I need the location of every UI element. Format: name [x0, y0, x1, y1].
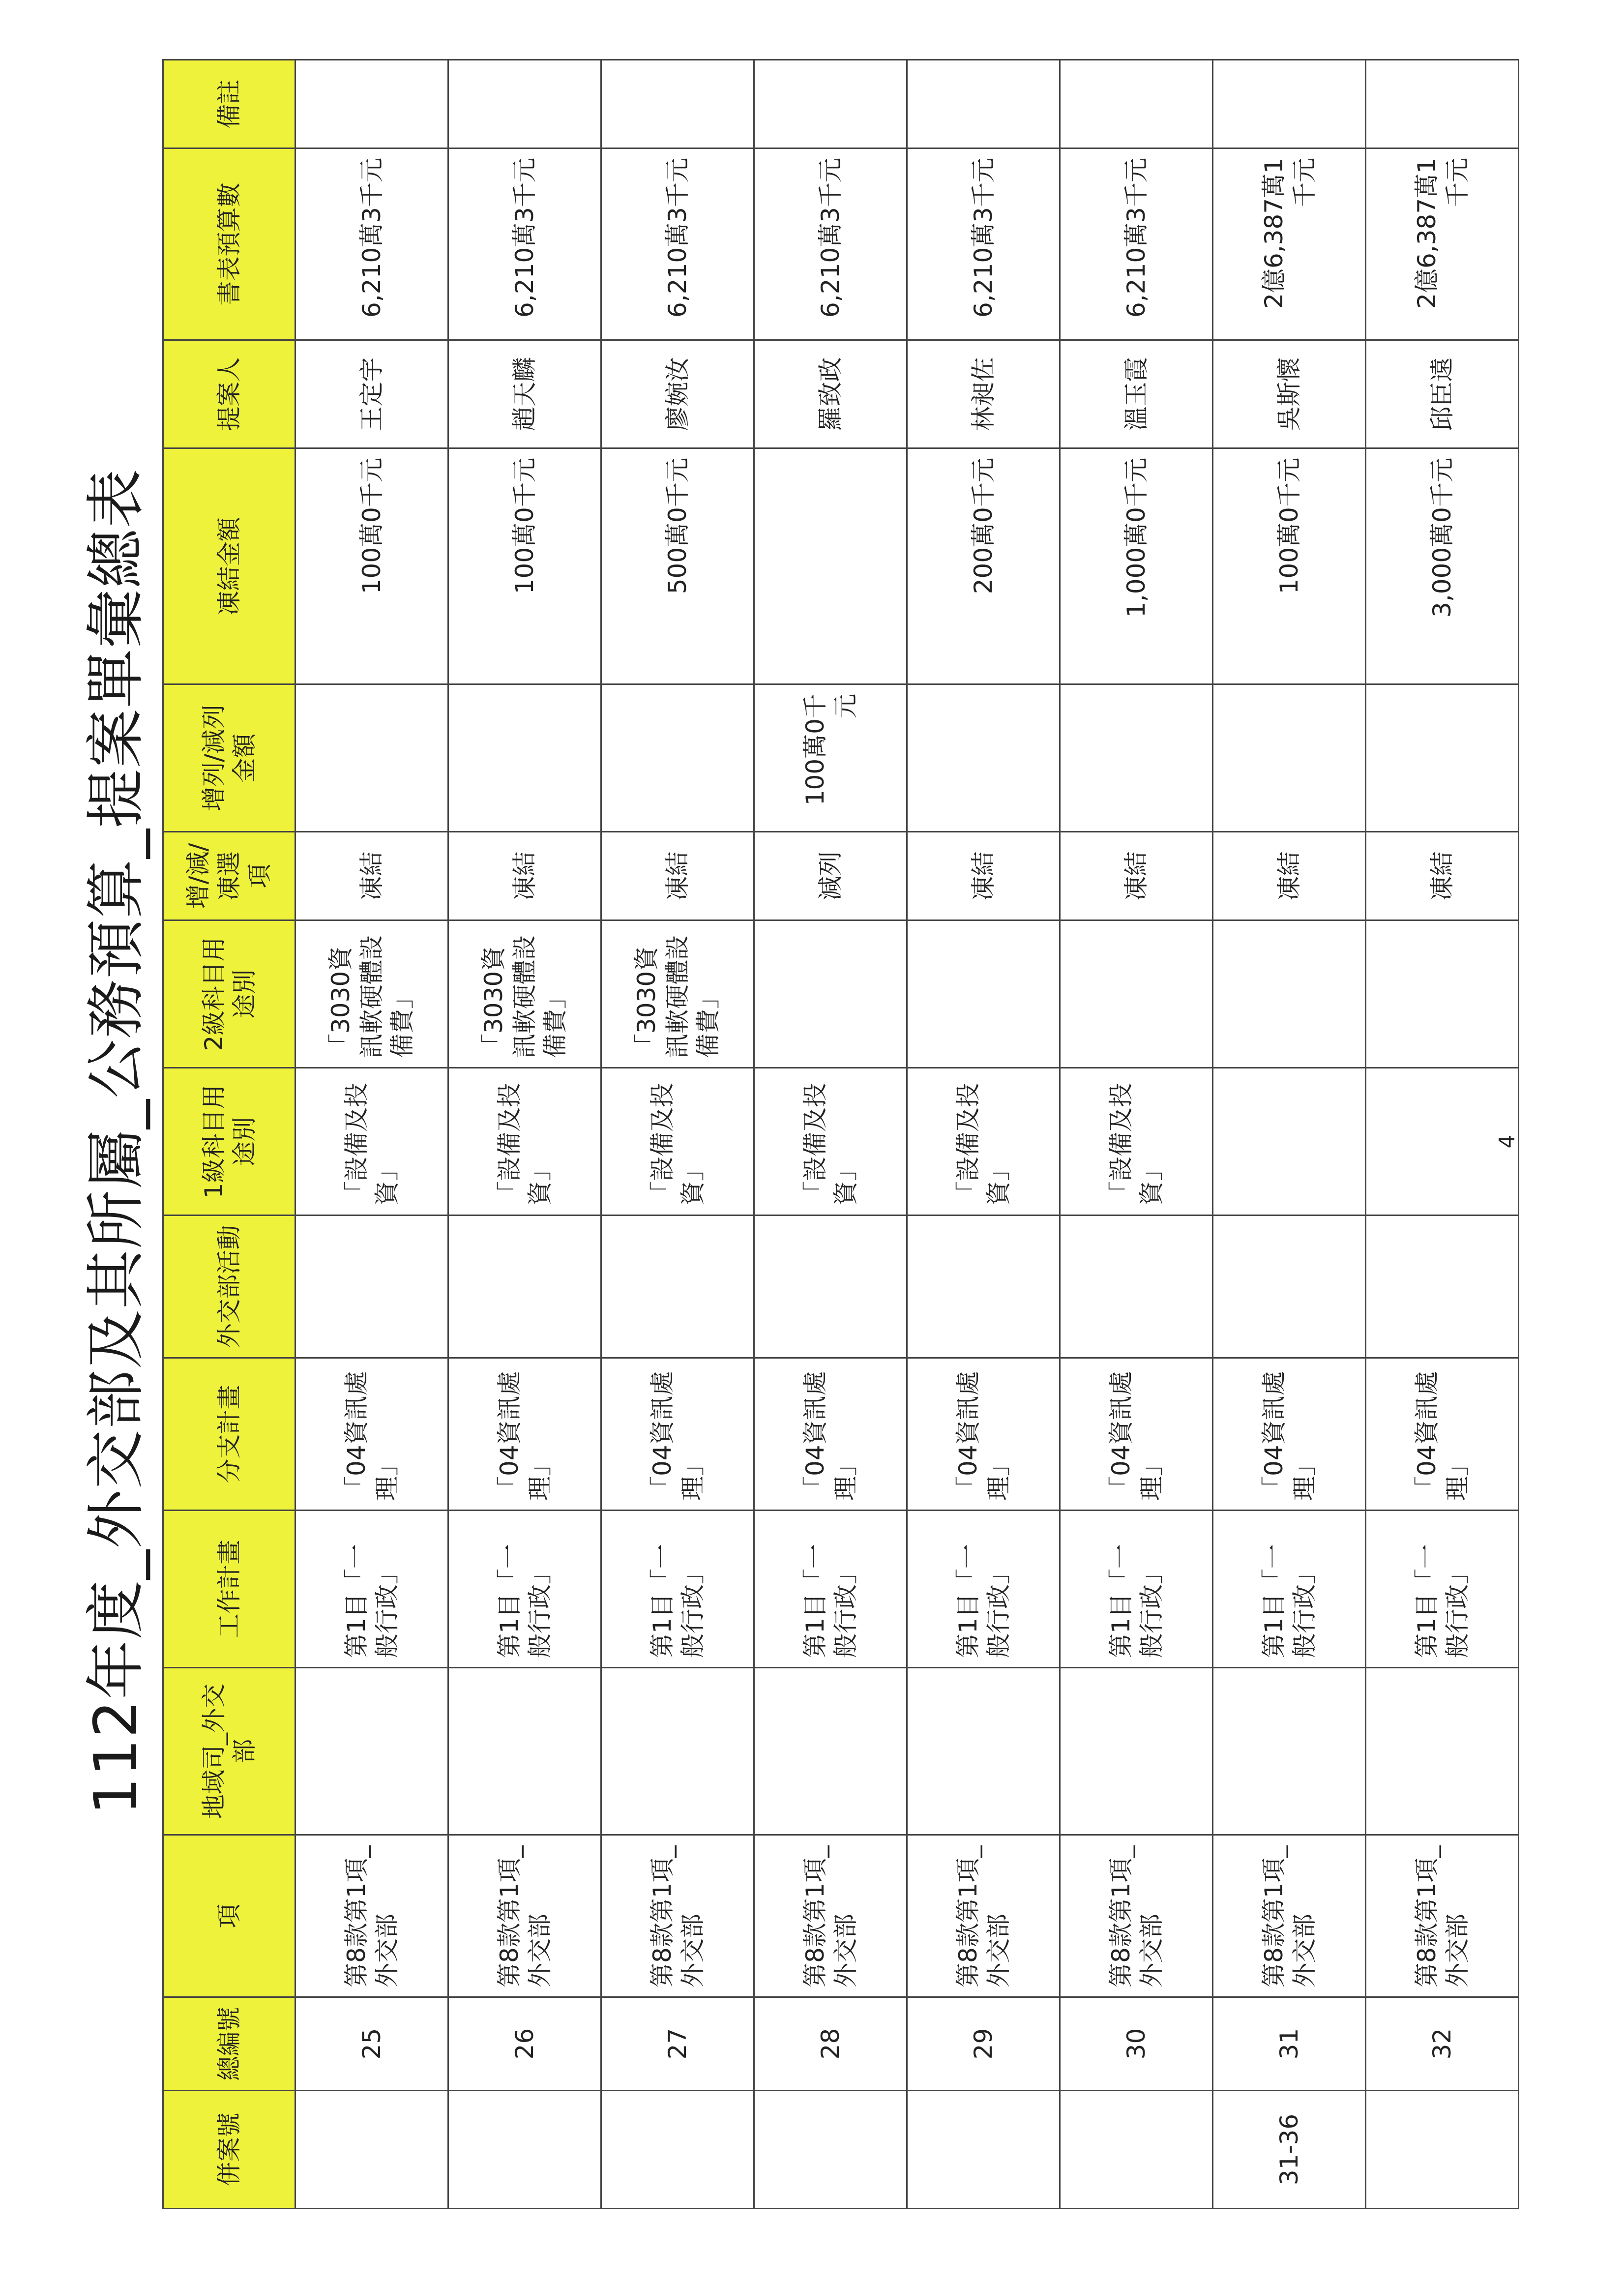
cell-freeze-amount: 500萬0千元	[601, 448, 754, 684]
cell-work-plan: 第1目「一般行政」	[754, 1511, 907, 1668]
cell-region	[907, 1668, 1060, 1835]
cell-case-group	[295, 2091, 448, 2209]
cell-budget: 6,210萬3千元	[907, 148, 1060, 340]
cell-item: 第8款第1項_外交部	[1060, 1835, 1213, 1997]
cell-budget: 6,210萬3千元	[601, 148, 754, 340]
cell-budget: 6,210萬3千元	[1060, 148, 1213, 340]
cell-region	[295, 1668, 448, 1835]
header-work-plan: 工作計畫	[163, 1511, 295, 1668]
cell-note	[1060, 60, 1213, 148]
cell-case-group	[448, 2091, 601, 2209]
cell-activity	[754, 1216, 907, 1358]
cell-level1: 「設備及投資」	[448, 1068, 601, 1216]
table-row	[295, 60, 448, 2209]
cell-serial: 30	[1060, 1997, 1213, 2091]
cell-freeze-amount: 1,000萬0千元	[1060, 448, 1213, 684]
cell-region	[448, 1668, 601, 1835]
cell-activity	[907, 1216, 1060, 1358]
cell-option: 凍結	[601, 832, 754, 920]
cell-adjust-amount	[448, 684, 601, 832]
page-number: 4	[1495, 1134, 1520, 1149]
cell-case-group: 31-36	[1213, 2091, 1366, 2209]
header-note: 備註	[163, 60, 295, 148]
cell-activity	[1213, 1216, 1366, 1358]
header-freeze-amount: 凍結金額	[163, 448, 295, 684]
cell-adjust-amount	[295, 684, 448, 832]
cell-sub-plan: 「04資訊處理」	[448, 1358, 601, 1511]
cell-serial: 29	[907, 1997, 1060, 2091]
header-proposer: 提案人	[163, 340, 295, 448]
cell-activity	[601, 1216, 754, 1358]
cell-level2	[1060, 920, 1213, 1068]
cell-region	[754, 1668, 907, 1835]
table-row	[448, 60, 601, 2209]
cell-adjust-amount	[907, 684, 1060, 832]
cell-proposer: 吳斯懷	[1213, 340, 1366, 448]
cell-option: 凍結	[907, 832, 1060, 920]
header-item: 項	[163, 1835, 295, 1997]
cell-option: 凍結	[295, 832, 448, 920]
cell-serial: 27	[601, 1997, 754, 2091]
cell-option: 凍結	[448, 832, 601, 920]
cell-sub-plan: 「04資訊處理」	[1366, 1358, 1519, 1511]
header-activity: 外交部活動	[163, 1216, 295, 1358]
cell-work-plan: 第1目「一般行政」	[601, 1511, 754, 1668]
cell-proposer: 林昶佐	[907, 340, 1060, 448]
cell-freeze-amount	[754, 448, 907, 684]
cell-proposer: 王定宇	[295, 340, 448, 448]
cell-work-plan: 第1目「一般行政」	[295, 1511, 448, 1668]
cell-level1	[1213, 1068, 1366, 1216]
cell-adjust-amount	[1213, 684, 1366, 832]
cell-option: 減列	[754, 832, 907, 920]
cell-work-plan: 第1目「一般行政」	[907, 1511, 1060, 1668]
header-case-group: 併案號	[163, 2091, 295, 2209]
header-option: 增/減/凍選項	[163, 832, 295, 920]
cell-level1: 「設備及投資」	[295, 1068, 448, 1216]
header-serial: 總編號	[163, 1997, 295, 2091]
cell-serial: 28	[754, 1997, 907, 2091]
cell-proposer: 羅致政	[754, 340, 907, 448]
cell-adjust-amount: 100萬0千元	[754, 684, 907, 832]
cell-adjust-amount	[1060, 684, 1213, 832]
cell-sub-plan: 「04資訊處理」	[295, 1358, 448, 1511]
cell-budget: 6,210萬3千元	[754, 148, 907, 340]
table-row	[601, 60, 754, 2209]
cell-level2: 「3030資訊軟硬體設備費」	[295, 920, 448, 1068]
cell-case-group	[754, 2091, 907, 2209]
cell-item: 第8款第1項_外交部	[448, 1835, 601, 1997]
cell-note	[448, 60, 601, 148]
cell-item: 第8款第1項_外交部	[907, 1835, 1060, 1997]
cell-region	[1213, 1668, 1366, 1835]
cell-proposer: 邱臣遠	[1366, 340, 1519, 448]
cell-level2: 「3030資訊軟硬體設備費」	[601, 920, 754, 1068]
cell-budget: 2億6,387萬1千元	[1213, 148, 1366, 340]
table-header-row	[163, 60, 295, 2209]
cell-serial: 31	[1213, 1997, 1366, 2091]
cell-sub-plan: 「04資訊處理」	[1213, 1358, 1366, 1511]
cell-note	[907, 60, 1060, 148]
cell-level2	[1213, 920, 1366, 1068]
table-row	[1060, 60, 1213, 2209]
cell-item: 第8款第1項_外交部	[1213, 1835, 1366, 1997]
cell-freeze-amount: 100萬0千元	[1213, 448, 1366, 684]
cell-work-plan: 第1目「一般行政」	[1213, 1511, 1366, 1668]
cell-region	[1060, 1668, 1213, 1835]
cell-serial: 25	[295, 1997, 448, 2091]
cell-freeze-amount: 200萬0千元	[907, 448, 1060, 684]
cell-option: 凍結	[1366, 832, 1519, 920]
cell-work-plan: 第1目「一般行政」	[448, 1511, 601, 1668]
cell-budget: 2億6,387萬1千元	[1366, 148, 1519, 340]
cell-activity	[1060, 1216, 1213, 1358]
cell-serial: 32	[1366, 1997, 1519, 2091]
cell-option: 凍結	[1213, 832, 1366, 920]
cell-work-plan: 第1目「一般行政」	[1060, 1511, 1213, 1668]
cell-level2	[754, 920, 907, 1068]
header-region: 地域司_外交部	[163, 1668, 295, 1835]
header-adjust-amount: 增列/減列金額	[163, 684, 295, 832]
cell-level2	[907, 920, 1060, 1068]
cell-activity	[448, 1216, 601, 1358]
header-sub-plan: 分支計畫	[163, 1358, 295, 1511]
cell-level1: 「設備及投資」	[601, 1068, 754, 1216]
cell-case-group	[1060, 2091, 1213, 2209]
cell-budget: 6,210萬3千元	[448, 148, 601, 340]
cell-level1: 「設備及投資」	[754, 1068, 907, 1216]
cell-item: 第8款第1項_外交部	[754, 1835, 907, 1997]
header-budget: 書表預算數	[163, 148, 295, 340]
proposal-summary-table	[162, 59, 1519, 2209]
cell-freeze-amount: 100萬0千元	[295, 448, 448, 684]
page-title: 112年度_外交部及其所屬_公務預算_提案單彙總表	[82, 468, 150, 1815]
cell-note	[754, 60, 907, 148]
cell-serial: 26	[448, 1997, 601, 2091]
table-row	[1213, 60, 1366, 2209]
cell-freeze-amount: 100萬0千元	[448, 448, 601, 684]
cell-level1: 「設備及投資」	[1060, 1068, 1213, 1216]
cell-budget: 6,210萬3千元	[295, 148, 448, 340]
cell-sub-plan: 「04資訊處理」	[754, 1358, 907, 1511]
cell-sub-plan: 「04資訊處理」	[601, 1358, 754, 1511]
cell-level1: 「設備及投資」	[907, 1068, 1060, 1216]
cell-sub-plan: 「04資訊處理」	[1060, 1358, 1213, 1511]
cell-activity	[295, 1216, 448, 1358]
cell-note	[295, 60, 448, 148]
cell-proposer: 趙天麟	[448, 340, 601, 448]
header-level1: 1級科目用途別	[163, 1068, 295, 1216]
cell-work-plan: 第1目「一般行政」	[1366, 1511, 1519, 1668]
cell-note	[601, 60, 754, 148]
header-level2: 2級科目用途別	[163, 920, 295, 1068]
table-row	[754, 60, 907, 2209]
cell-proposer: 溫玉霞	[1060, 340, 1213, 448]
cell-case-group	[601, 2091, 754, 2209]
cell-item: 第8款第1項_外交部	[1366, 1835, 1519, 1997]
cell-proposer: 廖婉汝	[601, 340, 754, 448]
cell-item: 第8款第1項_外交部	[295, 1835, 448, 1997]
cell-case-group	[907, 2091, 1060, 2209]
cell-option: 凍結	[1060, 832, 1213, 920]
cell-sub-plan: 「04資訊處理」	[907, 1358, 1060, 1511]
cell-level2: 「3030資訊軟硬體設備費」	[448, 920, 601, 1068]
cell-item: 第8款第1項_外交部	[601, 1835, 754, 1997]
cell-region	[601, 1668, 754, 1835]
cell-note	[1213, 60, 1366, 148]
table-row	[907, 60, 1060, 2209]
cell-adjust-amount	[601, 684, 754, 832]
cell-freeze-amount: 3,000萬0千元	[1366, 448, 1519, 684]
